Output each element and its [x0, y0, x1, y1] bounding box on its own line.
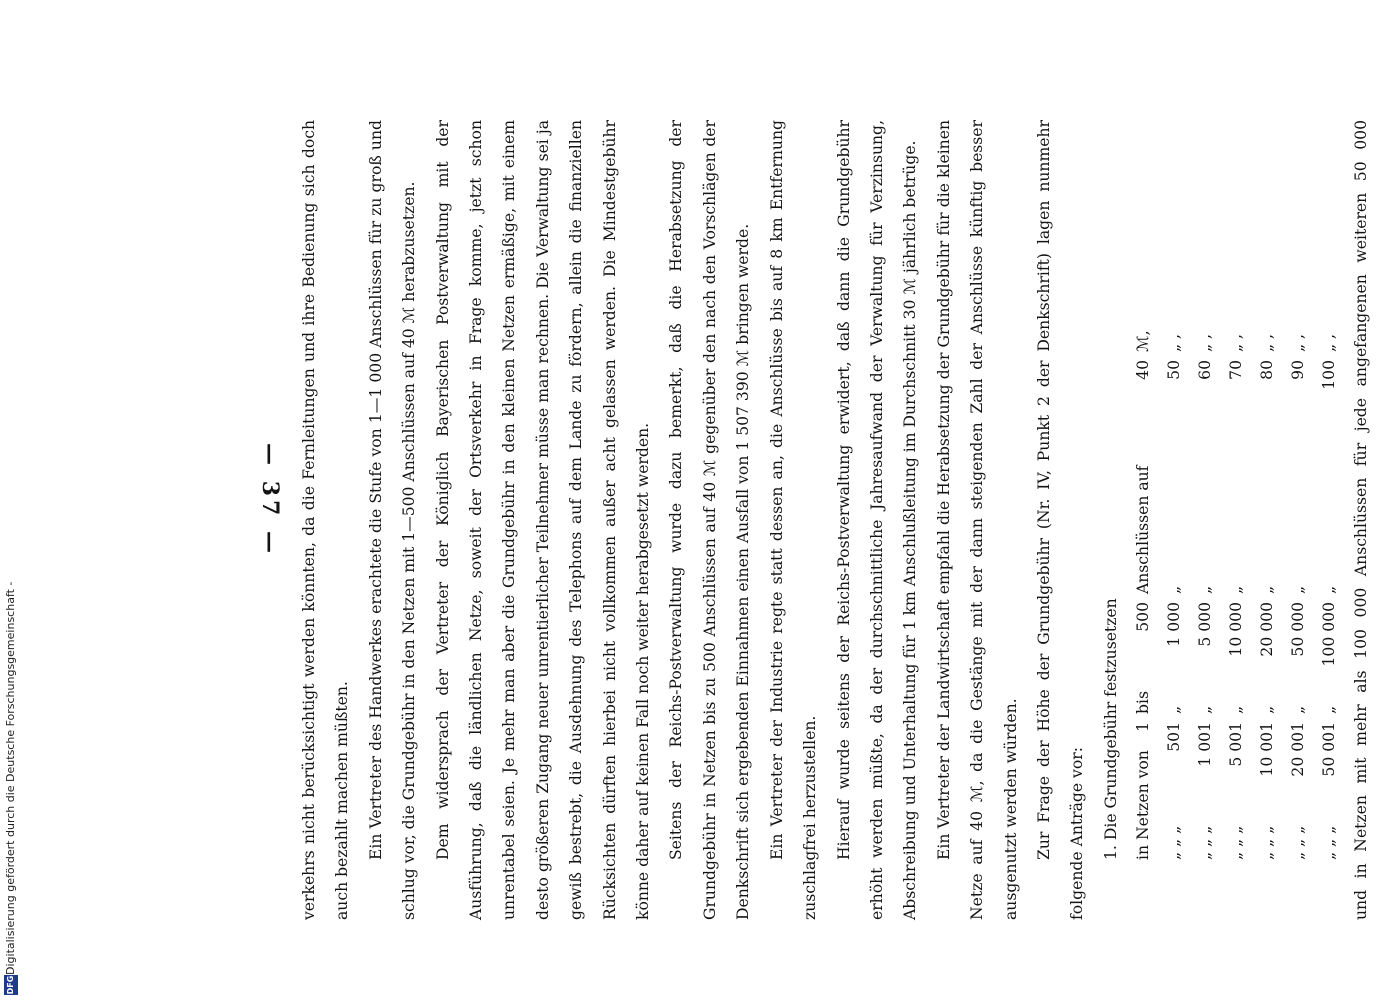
dfg-logo-icon: DFG [4, 975, 18, 995]
scale-suffix: „ , [1227, 334, 1246, 352]
scale-to: 50 000 [1289, 602, 1308, 657]
page-number: — 37 — [257, 443, 283, 557]
scale-from: 5 001 [1227, 722, 1246, 767]
scale-amount: 100 [1320, 360, 1339, 390]
scale-row [1128, 120, 1159, 860]
scale-row [1159, 120, 1190, 860]
motion-1-closing: und in Netzen mit mehr als 100 000 Anschlüssen für jede angefangenen weiteren 50 000 [1352, 120, 1371, 920]
paragraph-8: Zur Frage der Höhe der Grundgebühr (Nr. IV, Punkt 2 der Denkschrift) lagen nunmehr folgende Anträge vor: [1034, 120, 1087, 920]
scale-bis: „ [1320, 705, 1339, 714]
scale-unit: „ [1196, 585, 1215, 594]
paragraph-4: Seitens der Reichs-Postverwaltung wurde dazu bemerkt, daß die Herabsetzung der Grundgebühr in Netzen bis zu 500 Anschlüssen auf 40 ℳ gegenüber den nach den Vorschlägen der Denkschrift sich ergebenden Einnahmen einen Ausfall von 1 507 390 ℳ bringen werde. [667, 120, 753, 920]
scale-prefix: „ „ „ [1227, 825, 1246, 860]
scale-to: 10 000 [1227, 602, 1246, 657]
scale-to: 5 000 [1196, 602, 1215, 647]
scale-amount: 90 [1289, 360, 1308, 380]
scale-from: 50 001 [1320, 722, 1339, 777]
motion-1-heading: 1. Die Grundgebühr festzusetzen [1101, 598, 1120, 860]
scale-from: 20 001 [1289, 722, 1308, 777]
paragraph-7: Ein Vertreter der Landwirtschaft empfahl die Herabsetzung der Grundgebühr für die kleinen Netze auf 40 ℳ, da die Gestänge mit der dann steigenden Zahl der Anschlüsse künftig besser ausgenutzt werden würden. [934, 120, 1020, 920]
digitization-sidebar [4, 0, 28, 1000]
scale-prefix: „ „ „ [1289, 825, 1308, 860]
scale-suffix: „ , [1258, 334, 1277, 352]
scale-unit: Anschlüssen auf [1134, 465, 1153, 594]
paragraph-2: Ein Vertreter des Handwerkes erachtete die Stufe von 1—1 000 Anschlüssen für zu groß und schlug vor, die Grundgebühr in den Netzen mit 1—500 Anschlüssen auf 40 ℳ herabzusetzen. [366, 120, 419, 920]
scale-row [1283, 120, 1314, 860]
scale-bis: bis [1134, 691, 1153, 714]
paragraph-3: Dem widersprach der Vertreter der Königlich Bayerischen Postverwaltung mit der Ausführung, daß die ländlichen Netze, soweit der Ortsverkehr in Frage komme, jetzt schon unrentabel seien. Je mehr man aber die Grundgebühr in den kleinen Netzen ermäßige, mit einem desto größeren Zugang neuer unrentierlicher Teilnehmer müsse man rechnen. Die Verwaltung sei ja gewiß bestrebt, die Ausdehnung des Telephons auf dem Lande zu fördern, allein die finanziellen Rücksichten dürften hierbei nicht vollkommen außer acht gelassen werden. Die Mindestgebühr könne daher auf keinen Fall noch weiter herabgesetzt werden. [433, 120, 653, 920]
scale-bis: „ [1258, 705, 1277, 714]
scale-suffix: „ , [1289, 334, 1308, 352]
scale-prefix: „ „ „ [1165, 825, 1184, 860]
scale-unit: „ [1289, 585, 1308, 594]
paragraph-6: Hierauf wurde seitens der Reichs-Postverwaltung erwidert, daß dann die Grundgebühr erhöht werden müßte, da der durchschnittliche Jahresaufwand der Verwaltung für Verzinsung, Abschreibung und Unterhaltung für 1 km Anschlußleitung im Durchschnitt 30 ℳ jährlich betrüge. [834, 120, 920, 920]
scale-prefix: „ „ „ [1320, 825, 1339, 860]
scale-amount: 50 [1165, 360, 1184, 380]
body-text [293, 120, 1383, 920]
scale-bis: „ [1165, 705, 1184, 714]
scale-suffix: „ , [1320, 334, 1339, 352]
scale-amount: 60 [1196, 360, 1215, 380]
scale-suffix: ℳ, [1134, 330, 1153, 352]
scale-unit: „ [1258, 585, 1277, 594]
scale-to: 20 000 [1258, 602, 1277, 657]
scale-unit: „ [1320, 585, 1339, 594]
scale-amount: 80 [1258, 360, 1277, 380]
scale-to: 500 [1134, 602, 1153, 632]
scale-from: 501 [1165, 722, 1184, 752]
scale-row [1221, 120, 1252, 860]
scale-amount: 40 [1134, 360, 1153, 380]
scale-bis: „ [1227, 705, 1246, 714]
scale-unit: „ [1227, 585, 1246, 594]
scale-prefix: „ „ „ [1196, 825, 1215, 860]
scale-unit: „ [1165, 585, 1184, 594]
scale-bis: „ [1289, 705, 1308, 714]
scale-from: 1 [1134, 722, 1153, 732]
scale-to: 1 000 [1165, 602, 1184, 647]
scale-bis: „ [1196, 705, 1215, 714]
scale-row [1252, 120, 1283, 860]
paragraph-5: Ein Vertreter der Industrie regte statt dessen an, die Anschlüsse bis auf 8 km Entfernung zuschlagfrei herzustellen. [767, 120, 820, 920]
funding-note: Digitalisierung gefördert durch die Deutsche Forschungsgemeinschaft - [4, 581, 17, 975]
scale-from: 1 001 [1196, 722, 1215, 767]
scale-from: 10 001 [1258, 722, 1277, 777]
scale-row [1314, 120, 1345, 860]
scale-prefix: „ „ „ [1258, 825, 1277, 860]
scale-row [1190, 120, 1221, 860]
paragraph-1: verkehrs nicht berücksichtigt werden könnten, da die Fernleitungen und ihre Bedienung sich doch auch bezahlt machen müßten. [300, 120, 352, 920]
scale-prefix: in Netzen von [1134, 750, 1153, 860]
scale-suffix: „ , [1196, 334, 1215, 352]
scale-suffix: „ , [1165, 334, 1184, 352]
scale-to: 100 000 [1320, 602, 1339, 667]
scale-amount: 70 [1227, 360, 1246, 380]
motion-1-table [1128, 120, 1345, 920]
